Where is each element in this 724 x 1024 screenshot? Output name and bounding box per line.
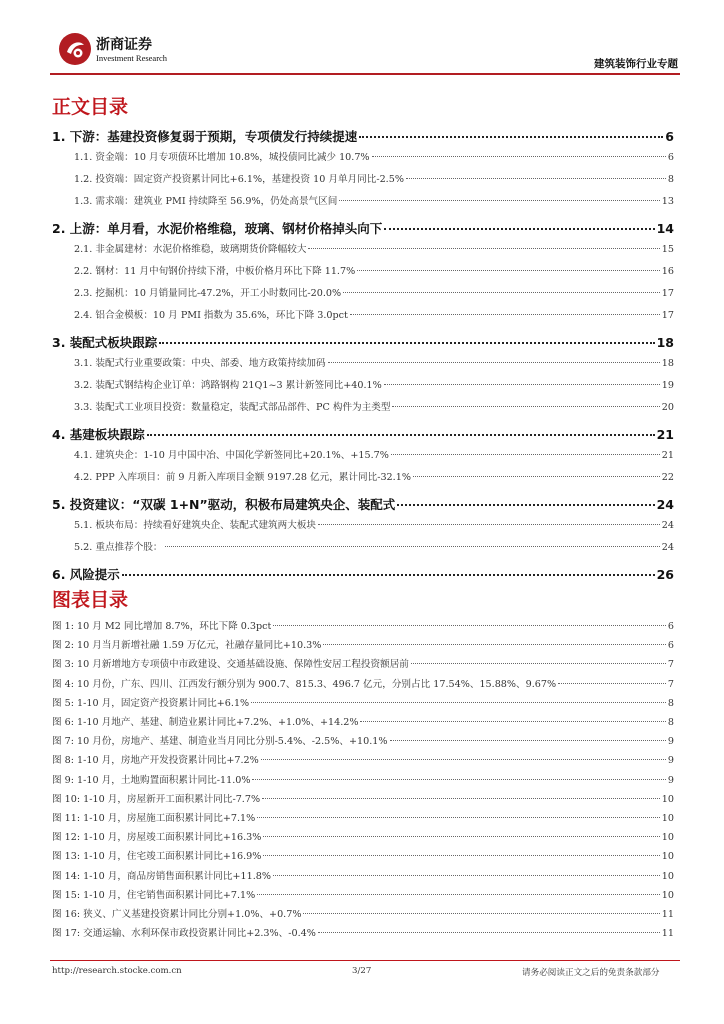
toc-dot-leader — [339, 200, 659, 201]
toc-entry-text: 4.2. PPP 入库项目：前 9 月新入库项目金额 9197.28 亿元，累计同比-32.1% — [74, 472, 411, 483]
toc-entry-text: 5.2. 重点推荐个股： — [74, 542, 163, 553]
toc-page-number: 24 — [656, 497, 674, 512]
toc-chapter-entry[interactable] — [52, 495, 674, 513]
toc-dot-leader — [147, 434, 655, 436]
toc-dot-leader — [263, 855, 659, 856]
figure-toc-entry[interactable] — [52, 676, 674, 690]
toc-page-number: 18 — [656, 335, 674, 350]
toc-section-entry[interactable] — [52, 447, 674, 461]
toc-page-number: 8 — [667, 697, 674, 709]
toc-dot-leader — [318, 932, 660, 933]
toc-page-number: 10 — [661, 889, 674, 901]
toc-entry-text: 图 17: 交通运输、水利环保市政投资累计同比+2.3%、-0.4% — [52, 928, 316, 940]
brand-logo-icon — [58, 32, 92, 66]
brand-name-en: Investment Research — [96, 53, 168, 63]
toc-entry-text: 图 8: 1-10 月，房地产开发投资累计同比+7.2% — [52, 755, 259, 767]
toc-entry-text: 3.3. 装配式工业项目投资：数量稳定，装配式部品部件、PC 构件为主类型 — [74, 402, 391, 413]
page-header — [58, 28, 678, 74]
toc-section-entry[interactable] — [52, 517, 674, 531]
toc-entry-text: 1.1. 资金端：10 月专项债环比增加 10.8%，城投债同比减少 10.7% — [74, 152, 370, 163]
toc-page-number: 11 — [661, 909, 674, 920]
toc-section-entry[interactable] — [52, 355, 674, 369]
toc-page-number: 6 — [667, 621, 674, 632]
toc-entry-text: 3.1. 装配式行业重要政策：中央、部委、地方政策持续加码 — [74, 358, 326, 369]
toc-section-entry[interactable] — [52, 285, 674, 299]
toc-dot-leader — [263, 836, 659, 837]
figure-toc-entry[interactable] — [52, 656, 674, 670]
toc-page-number: 22 — [661, 472, 674, 483]
toc-chapter-entry[interactable] — [52, 565, 674, 583]
footer-divider — [50, 960, 680, 961]
figure-toc-entry[interactable] — [52, 791, 674, 805]
toc-section-entry[interactable] — [52, 171, 674, 185]
figure-toc-entry[interactable] — [52, 887, 674, 901]
toc-page-number: 7 — [667, 659, 674, 671]
toc-entry-text: 图 16: 狭义、广义基建投资累计同比分别+1.0%、+0.7% — [52, 909, 302, 920]
toc-entry-text: 1.2. 投资端：固定资产投资累计同比+6.1%，基建投资 10 月单月同比-2.5% — [74, 174, 404, 185]
figure-toc-entry[interactable] — [52, 637, 674, 651]
toc-dot-leader — [261, 759, 666, 760]
toc-entry-text: 4. 基建板块跟踪 — [52, 427, 145, 442]
toc-dot-leader — [360, 721, 665, 722]
toc-entry-text: 图 7: 10 月份，房地产、基建、制造业当月同比分别-5.4%、-2.5%、+10.1% — [52, 736, 388, 748]
toc-section-entry[interactable] — [52, 377, 674, 391]
toc-entry-text: 1. 下游：基建投资修复弱于预期，专项债发行持续提速 — [52, 129, 358, 144]
toc-dot-leader — [273, 875, 660, 876]
toc-chapter-entry[interactable] — [52, 333, 674, 351]
toc-dot-leader — [328, 362, 660, 363]
toc-dot-leader — [273, 625, 666, 626]
figure-toc-entry[interactable] — [52, 772, 674, 786]
toc-dot-leader — [122, 574, 655, 576]
footer-disclaimer: 请务必阅读正文之后的免责条款部分 — [522, 968, 660, 978]
toc-entry-text: 1.3. 需求端：建筑业 PMI 持续降至 56.9%，仍处高景气区间 — [74, 196, 338, 207]
toc-entry-text: 6. 风险提示 — [52, 567, 120, 582]
toc-page-number: 9 — [667, 774, 674, 786]
toc-entry-text: 图 10: 1-10 月，房屋新开工面积累计同比-7.7% — [52, 793, 261, 805]
toc-dot-leader — [392, 406, 659, 407]
toc-section-entry[interactable] — [52, 149, 674, 163]
brand-name-cn: 浙商证券 — [96, 37, 152, 53]
figure-toc-entry[interactable] — [52, 848, 674, 862]
toc-page-number: 6 — [667, 640, 674, 652]
toc-page-number: 18 — [661, 358, 674, 369]
toc-dot-leader — [372, 156, 666, 157]
toc-page-number: 9 — [667, 736, 674, 748]
figure-toc-entry[interactable] — [52, 695, 674, 709]
toc-entry-text: 图 1: 10 月 M2 同比增加 8.7%，环比下降 0.3pct — [52, 621, 272, 632]
toc-chapter-entry[interactable] — [52, 425, 674, 443]
toc-entry-text: 图 13: 1-10 月，住宅竣工面积累计同比+16.9% — [52, 851, 262, 863]
toc-dot-leader — [359, 136, 663, 138]
toc-page-number: 17 — [661, 310, 674, 321]
figure-toc-entry[interactable] — [52, 868, 674, 882]
toc-section-entry[interactable] — [52, 539, 674, 553]
toc-page-number: 17 — [661, 288, 674, 299]
toc-page-number: 10 — [661, 793, 674, 805]
figure-toc-entry[interactable] — [52, 906, 674, 920]
toc-entry-text: 图 2: 10 月当月新增社融 1.59 万亿元，社融存量同比+10.3% — [52, 640, 322, 652]
toc-dot-leader — [159, 342, 654, 344]
toc-section-entry[interactable] — [52, 241, 674, 255]
toc-entry-text: 3.2. 装配式钢结构企业订单：鸿路钢构 21Q1~3 累计新签同比+40.1% — [74, 380, 382, 391]
toc-section-entry[interactable] — [52, 307, 674, 321]
toc-page-number: 9 — [667, 755, 674, 767]
toc-page-number: 6 — [667, 152, 674, 163]
toc-dot-leader — [251, 702, 666, 703]
toc-entry-text: 图 15: 1-10 月，住宅销售面积累计同比+7.1% — [52, 889, 256, 901]
toc-entry-text: 5. 投资建议：“双碳 1+N”驱动，积极布局建筑央企、装配式 — [52, 497, 396, 512]
toc-dot-leader — [257, 817, 660, 818]
toc-page-number: 7 — [667, 678, 674, 690]
toc-dot-leader — [411, 663, 666, 664]
toc-page-number: 26 — [656, 567, 674, 582]
toc-dot-leader — [323, 644, 666, 645]
toc-entry-text: 图 5: 1-10 月，固定资产投资累计同比+6.1% — [52, 697, 250, 709]
toc-page-number: 10 — [661, 870, 674, 882]
toc-page-number: 14 — [656, 221, 674, 236]
toc-page-number: 6 — [665, 129, 674, 144]
figure-toc-entry[interactable] — [52, 810, 674, 824]
toc-page-number: 15 — [661, 244, 674, 255]
figure-toc-entry[interactable] — [52, 829, 674, 843]
toc-page-number: 19 — [661, 380, 674, 391]
toc-entry-text: 图 14: 1-10 月，商品房销售面积累计同比+11.8% — [52, 870, 271, 882]
figure-toc-title: 图表目录 — [52, 589, 129, 611]
toc-page-number: 8 — [667, 717, 674, 728]
content-toc-title: 正文目录 — [52, 96, 129, 118]
footer-url[interactable]: http://research.stocke.com.cn — [52, 966, 182, 976]
toc-entry-text: 2.3. 挖掘机：10 月销量同比-47.2%，开工小时数同比-20.0% — [74, 288, 342, 299]
toc-entry-text: 2.4. 铝合金模板：10 月 PMI 指数为 35.6%，环比下降 3.0pct — [74, 310, 348, 321]
toc-entry-text: 图 4: 10 月份，广东、四川、江西发行额分别为 900.7、815.3、496.7 亿元，分别占比 17.54%、15.88%、9.67% — [52, 678, 557, 690]
toc-dot-leader — [384, 228, 654, 230]
toc-section-entry[interactable] — [52, 399, 674, 413]
toc-entry-text: 图 11: 1-10 月，房屋施工面积累计同比+7.1% — [52, 813, 256, 824]
toc-dot-leader — [558, 683, 666, 684]
toc-page-number: 20 — [661, 402, 674, 413]
toc-dot-leader — [390, 740, 666, 741]
toc-dot-leader — [391, 454, 660, 455]
toc-page-number: 24 — [661, 520, 674, 531]
toc-entry-text: 图 12: 1-10 月，房屋竣工面积累计同比+16.3% — [52, 832, 262, 844]
toc-dot-leader — [397, 504, 654, 506]
figure-toc-entry[interactable] — [52, 752, 674, 766]
toc-entry-text: 2.1. 非金属建材：水泥价格维稳，玻璃期货价降幅较大 — [74, 244, 307, 255]
toc-page-number: 10 — [661, 832, 674, 844]
toc-entry-text: 2.2. 钢材：11 月中旬钢价持续下滑，中板价格月环比下降 11.7% — [74, 266, 356, 277]
figure-toc-entry[interactable] — [52, 925, 674, 939]
toc-dot-leader — [165, 546, 660, 547]
report-type: 建筑装饰行业专题 — [594, 58, 678, 70]
toc-page-number: 11 — [661, 928, 674, 940]
toc-entry-text: 图 9: 1-10 月，土地购置面积累计同比-11.0% — [52, 774, 251, 786]
toc-page-number: 21 — [656, 427, 674, 442]
toc-dot-leader — [384, 384, 660, 385]
page-number: 3/27 — [352, 966, 372, 976]
toc-entry-text: 4.1. 建筑央企：1-10 月中国中冶、中国化学新签同比+20.1%、+15.7% — [74, 450, 389, 461]
toc-dot-leader — [357, 270, 660, 271]
toc-dot-leader — [350, 314, 660, 315]
toc-chapter-entry[interactable] — [52, 127, 674, 145]
toc-page-number: 16 — [661, 266, 674, 277]
toc-dot-leader — [318, 524, 660, 525]
header-divider — [50, 73, 680, 75]
toc-entry-text: 3. 装配式板块跟踪 — [52, 335, 158, 350]
toc-page-number: 13 — [661, 196, 674, 207]
toc-page-number: 8 — [667, 174, 674, 185]
toc-entry-text: 图 3: 10 月新增地方专项债中市政建设、交通基础设施、保障性安居工程投资额居前 — [52, 659, 409, 671]
toc-dot-leader — [303, 913, 659, 914]
toc-section-entry[interactable] — [52, 263, 674, 277]
toc-dot-leader — [413, 476, 660, 477]
toc-dot-leader — [343, 292, 660, 293]
figure-toc-entry[interactable] — [52, 618, 674, 632]
toc-dot-leader — [257, 894, 660, 895]
toc-dot-leader — [308, 248, 659, 249]
toc-section-entry[interactable] — [52, 193, 674, 207]
toc-page-number: 24 — [661, 542, 674, 553]
figure-toc-entry[interactable] — [52, 733, 674, 747]
toc-entry-text: 5.1. 板块布局：持续看好建筑央企、装配式建筑两大板块 — [74, 520, 317, 531]
toc-page-number: 21 — [661, 450, 674, 461]
toc-chapter-entry[interactable] — [52, 219, 674, 237]
toc-entry-text: 2. 上游：单月看，水泥价格维稳，玻璃、钢材价格掉头向下 — [52, 221, 383, 236]
figure-toc-entry[interactable] — [52, 714, 674, 728]
toc-page-number: 10 — [661, 851, 674, 863]
toc-dot-leader — [252, 779, 665, 780]
toc-entry-text: 图 6: 1-10 月地产、基建、制造业累计同比+7.2%、+1.0%、+14.2% — [52, 717, 359, 728]
toc-page-number: 10 — [661, 813, 674, 824]
toc-dot-leader — [262, 798, 660, 799]
toc-dot-leader — [406, 178, 666, 179]
toc-section-entry[interactable] — [52, 469, 674, 483]
